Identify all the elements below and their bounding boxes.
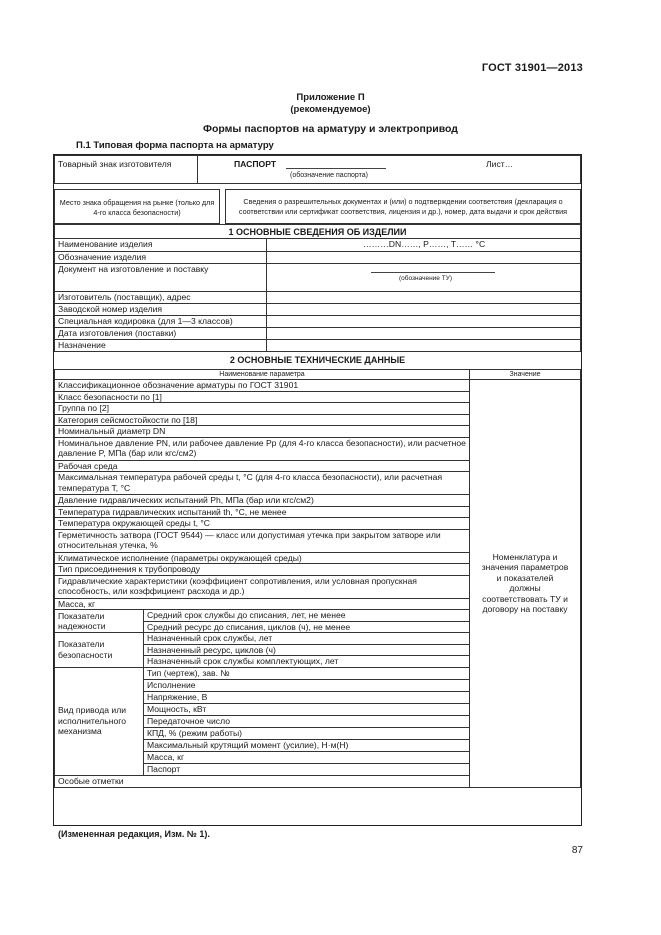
page-number: 87 <box>571 845 583 856</box>
param-row: Климатическое исполнение (параметры окружающей среды) <box>55 552 470 564</box>
drive-item: Паспорт <box>144 763 470 775</box>
passport-label: ПАСПОРТ <box>234 159 277 169</box>
value-note: Номенклатура и значения параметров и показателей должны соответствовать ТУ и договору на поставку <box>470 380 581 788</box>
table-row <box>55 292 581 304</box>
row-value <box>267 340 581 352</box>
drive-item: КПД, % (режим работы) <box>144 727 470 739</box>
col-param-header: Наименование параметра <box>55 370 470 380</box>
drive-item: Масса, кг <box>144 751 470 763</box>
tu-line <box>371 272 495 273</box>
row-label: Назначение <box>55 340 267 352</box>
row-value <box>267 328 581 340</box>
table-row <box>55 252 581 264</box>
row-value <box>267 316 581 328</box>
param-row: Давление гидравлических испытаний Ph, МПа (бар или кгс/см2) <box>55 495 470 507</box>
param-row: Масса, кг <box>55 598 470 610</box>
appendix-status: (рекомендуемое) <box>290 104 371 115</box>
appendix-title: Приложение П <box>296 92 365 103</box>
drive-item: Тип (чертеж), зав. № <box>144 667 470 679</box>
row-label: Изготовитель (поставщик), адрес <box>55 292 267 304</box>
row-label: Заводской номер изделия <box>55 304 267 316</box>
row-value <box>267 292 581 304</box>
passport-header-table <box>54 155 581 184</box>
table-row <box>55 239 581 252</box>
param-row: Температура окружающей среды t, °C <box>55 518 470 530</box>
market-mark-cell: Место знака обращения на рынке (только для 4-го класса безопасности) <box>55 190 220 224</box>
param-row: Категория сейсмостойкости по [18] <box>55 414 470 426</box>
row-value <box>267 252 581 264</box>
revision-note: (Измененная редакция, Изм. № 1). <box>58 829 210 839</box>
safety-item: Назначенный ресурс, циклов (ч) <box>144 644 470 656</box>
row-label: Дата изготовления (поставки) <box>55 328 267 340</box>
drive-item: Максимальный крутящий момент (усилие), Н·м(Н) <box>144 739 470 751</box>
param-row: Максимальная температура рабочей среды t, °C (для 4-го класса безопасности), или расчетная температура T, °C <box>55 472 470 495</box>
trademark-label: Товарный знак изготовителя <box>58 159 172 169</box>
param-row: Классификационное обозначение арматуры по ГОСТ 31901 <box>55 380 470 392</box>
row-value <box>267 304 581 316</box>
row-label: Обозначение изделия <box>55 252 267 264</box>
param-row: Номинальный диаметр DN <box>55 426 470 438</box>
param-row: Номинальное давление PN, или рабочее давление Pp (для 4-го класса безопасности), или расчетное давление P, МПа (бар или кгс/см2) <box>55 437 470 460</box>
row-label: Специальная кодировка (для 1—3 классов) <box>55 316 267 328</box>
table-row <box>55 316 581 328</box>
param-row: Герметичность затвора (ГОСТ 9544) — класс или допустимая утечка при закрытом затворе или относительная утечка, % <box>55 529 470 552</box>
col-value-header: Значение <box>470 370 581 380</box>
sheet-label: Лист… <box>486 159 514 169</box>
tu-hint: (обозначение ТУ) <box>399 275 452 282</box>
safety-item: Назначенный срок службы, лет <box>144 633 470 645</box>
param-row: Температура гидравлических испытаний th, °C, не менее <box>55 506 470 518</box>
safety-label: Показатели безопасности <box>55 633 144 668</box>
passport-title-cell <box>198 156 581 184</box>
reliability-item: Средний срок службы до списания, лет, не менее <box>144 610 470 622</box>
certification-cell: Сведения о разрешительных документах и (или) о подтверждении соответствия (декларация о соответствии или сертификат соответствия, лицензия и др.), номер, дата выдачи и срок действия <box>226 190 581 224</box>
param-row: Класс безопасности по [1] <box>55 391 470 403</box>
safety-item: Назначенный срок службы комплектующих, лет <box>144 656 470 668</box>
row-value <box>267 264 581 292</box>
section1-title: 1 ОСНОВНЫЕ СВЕДЕНИЯ ОБ ИЗДЕЛИИ <box>55 225 581 239</box>
certification-table <box>54 189 581 224</box>
trademark-cell <box>55 156 198 184</box>
param-row: Тип присоединения к трубопроводу <box>55 564 470 576</box>
table-row <box>55 340 581 352</box>
appendix-heading: Формы паспортов на арматуру и электропривод <box>203 123 458 135</box>
table-row <box>55 264 581 292</box>
passport-designation-hint: (обозначение паспорта) <box>290 172 368 179</box>
appendix-subheading: П.1 Типовая форма паспорта на арматуру <box>76 140 274 151</box>
standard-code: ГОСТ 31901—2013 <box>481 62 583 74</box>
table-row <box>55 328 581 340</box>
drive-item: Мощность, кВт <box>144 703 470 715</box>
table-row <box>55 304 581 316</box>
special-notes: Особые отметки <box>55 775 470 787</box>
drive-item: Исполнение <box>144 679 470 691</box>
param-row: Гидравлические характеристики (коэффициент сопротивления, или условная пропускная способность, или коэффициент расхода и др.) <box>55 575 470 598</box>
drive-label: Вид привода или исполнительного механизма <box>55 667 144 775</box>
drive-item: Напряжение, В <box>144 691 470 703</box>
reliability-item: Средний ресурс до списания, циклов (ч), не менее <box>144 621 470 633</box>
passport-designation-line <box>286 168 386 169</box>
param-row: Рабочая среда <box>55 460 470 472</box>
row-label: Наименование изделия <box>55 239 267 252</box>
row-value: ………DN……, P……, T…… °C <box>267 239 581 252</box>
param-row: Группа по [2] <box>55 403 470 415</box>
passport-form <box>53 154 582 826</box>
reliability-label: Показатели надежности <box>55 610 144 633</box>
section2-title: 2 ОСНОВНЫЕ ТЕХНИЧЕСКИЕ ДАННЫЕ <box>229 355 406 365</box>
drive-item: Передаточное число <box>144 715 470 727</box>
section1-table <box>54 224 581 352</box>
section2-table <box>54 369 581 788</box>
row-label: Документ на изготовление и поставку <box>55 264 267 292</box>
